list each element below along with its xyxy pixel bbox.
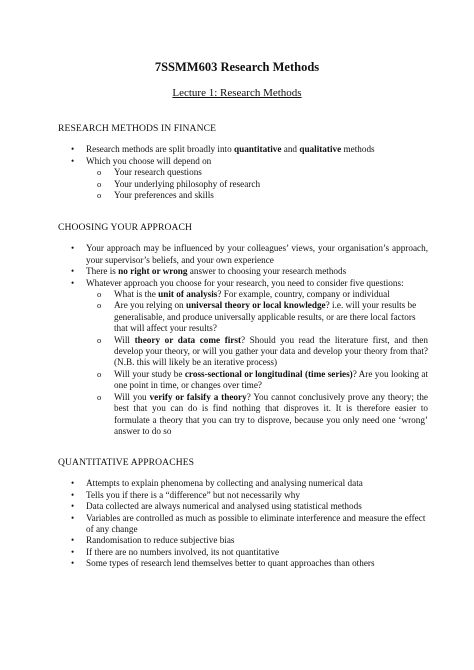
- list-item: • Randomisation to reduce subjective bias: [58, 535, 428, 546]
- sub-list-item: o Will theory or data come first? Should you read the literature first, and then develop your theory, or will you gather your data and develop your theory from that? (N.B. this will likely be an iterative process): [86, 335, 428, 369]
- list-item: • Research methods are split broadly into quantitative and qualitative methods: [58, 144, 428, 155]
- list-item: • If there are no numbers involved, its not quantitative: [58, 547, 428, 558]
- list-item: • Data collected are always numerical and analysed using statistical methods: [58, 501, 428, 512]
- section-heading: RESEARCH METHODS IN FINANCE: [58, 123, 217, 134]
- lecture-subtitle: Lecture 1: Research Methods: [172, 87, 302, 99]
- document-title: 7SSMM603 Research Methods: [154, 60, 320, 74]
- sub-list-item: o Will you verify or falsify a theory? You cannot conclusively prove any theory; the best that you can do is find nothing that disproves it. It is therefore easier to formulate a theory that you can try to disprove, because you only need one ‘wrong’ answer to do so: [86, 392, 428, 438]
- sub-list-item: o Will your study be cross-sectional or longitudinal (time series)? Are you looking at one point in time, or changes over time?: [86, 369, 428, 392]
- section-heading: QUANTITATIVE APPROACHES: [58, 457, 195, 468]
- sub-list-item: o Your underlying philosophy of research: [86, 179, 428, 190]
- list-item: • Attempts to explain phenomena by collecting and analysing numerical data: [58, 478, 428, 489]
- list-item: • Some types of research lend themselves better to quant approaches than others: [58, 558, 428, 569]
- sub-list-item: o What is the unit of analysis? For example, country, company or individual: [86, 289, 428, 300]
- section-heading: CHOOSING YOUR APPROACH: [58, 222, 193, 233]
- sub-list-item: o Your research questions: [86, 167, 428, 178]
- bullet-list: [58, 478, 428, 569]
- section-research-methods-finance: [58, 123, 428, 201]
- sub-list-item: o Are you relying on universal theory or local knowledge? i.e. will your results be generalisable, and produce universally applicable results, or are there local factors that will affect your results?: [86, 300, 428, 334]
- sub-list: [86, 289, 428, 437]
- list-item: • Your approach may be influenced by your colleagues’ views, your organisation’s approach, your supervisor’s beliefs, and your own experience: [58, 243, 428, 266]
- list-item: • Which you choose will depend on o Your research questions o Your underlying philosophy of research o Your preferences and skills: [58, 156, 428, 202]
- list-item: • Variables are controlled as much as possible to eliminate interference and measure the effect of any change: [58, 513, 428, 536]
- sub-list: [86, 167, 428, 201]
- list-item: • Whatever approach you choose for your research, you need to consider five questions: o What is the unit of analysis? For example, country, company or individual o Are you relying on universal theory or local knowledge? i.e. will your results be generalisable, and produce universally applicable results, or are there local factors that will affect your results? o Will theory or data come first? Should you read the literature first, and then develop your theory, or will you gather your data and develop your theory from that? (N.B. this will likely be an iterative process) o Will your study be cross-sectional or longitudinal (time series)? Are you looking at one point in time, or changes over time? o Will you verify or falsify a theory? You cannot conclusively prove any theory; the best that you can do is find nothing that disproves it. It is therefore easier to formulate a theory that you can try to disprove, because you only need one ‘wrong’ answer to do so: [58, 278, 428, 438]
- section-choosing-approach: [58, 222, 428, 437]
- sub-list-item: o Your preferences and skills: [86, 190, 428, 201]
- bullet-list: [58, 243, 428, 437]
- list-item: • There is no right or wrong answer to choosing your research methods: [58, 266, 428, 277]
- list-item: • Tells you if there is a “difference” but not necessarily why: [58, 490, 428, 501]
- bullet-list: [58, 144, 428, 201]
- section-quantitative-approaches: [58, 457, 428, 570]
